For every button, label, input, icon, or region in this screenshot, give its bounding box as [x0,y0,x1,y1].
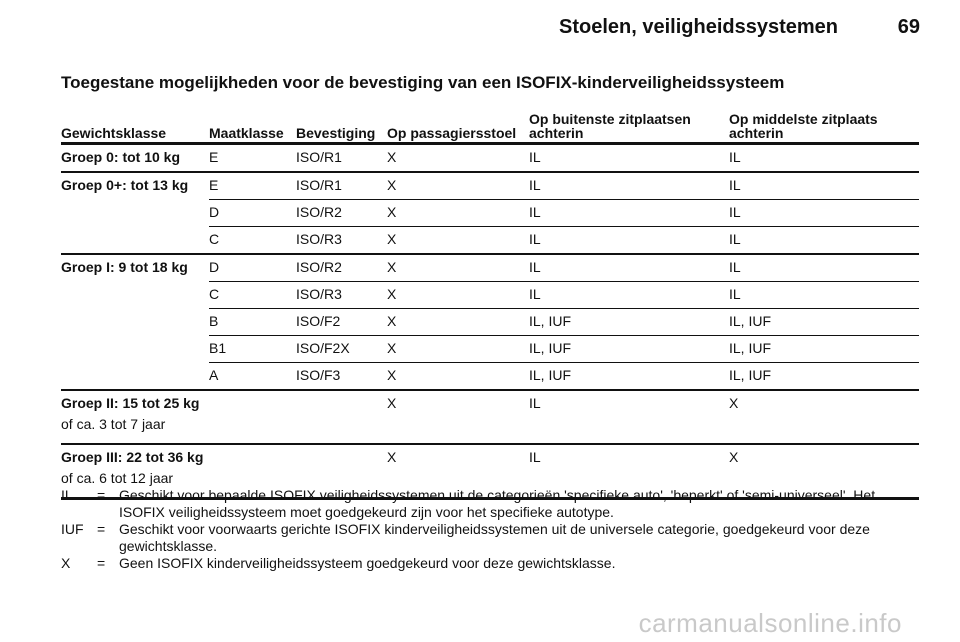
table-cell: X [387,144,529,173]
table-cell: ISO/F2X [296,336,387,363]
table-cell: X [387,363,529,391]
column-header: Gewichtsklasse [61,125,167,141]
legend-key: X [61,555,71,571]
table-cell: ISO/R1 [296,144,387,173]
legend-item [61,487,919,521]
group-sublabel: of ca. 3 tot 7 jaar [61,416,166,432]
table-row [61,390,919,444]
page-number: 69 [897,16,920,38]
legend-text: Geen ISOFIX kinderveiligheidssysteem goedgekeurd voor deze gewichtsklasse. [119,555,616,571]
page-header-title: Stoelen, veiligheidssystemen [559,16,838,38]
table-cell: X [387,390,529,444]
table-cell [296,390,387,444]
table-cell: IL [529,144,729,173]
column-header: Bevestiging [296,125,376,141]
table-cell: C [209,227,296,255]
table-cell: ISO/F2 [296,309,387,336]
legend [61,487,919,572]
table-cell: X [387,336,529,363]
column-header: Op passagiersstoel [387,125,517,141]
group-label: Groep 0: tot 10 kg [61,144,209,173]
table-header-row [61,104,919,144]
section-title: Toegestane mogelijkheden voor de bevestiging van een ISOFIX-kinderveiligheidssysteem [61,73,785,92]
table-cell: IL [529,227,729,255]
legend-equals: = [97,555,106,571]
legend-text: Geschikt voor bepaalde ISOFIX veiligheidssystemen uit de categorieën 'specifieke auto', 'beperkt' of 'semi-universeel'. Het ISOFIX veiligheidssysteem moet goedgekeurd zijn voor het specifieke autotype. [119,487,876,520]
legend-item [61,555,919,572]
table-cell: IL [529,172,729,200]
table-cell: X [729,390,919,444]
table-cell [209,390,296,444]
table-cell: X [387,227,529,255]
legend-key: IL [61,487,73,503]
legend-item [61,521,919,555]
legend-key: IUF [61,521,84,537]
table-cell: ISO/F3 [296,363,387,391]
group-label: Groep 0+: tot 13 kg [61,172,209,254]
table-cell: IL, IUF [529,363,729,391]
table-cell: X [387,172,529,200]
watermark: carmanualsonline.info [638,608,902,638]
table-cell: C [209,282,296,309]
table-cell: ISO/R3 [296,282,387,309]
table-cell: IL [729,282,919,309]
table-cell: D [209,254,296,282]
table-cell: IL, IUF [529,309,729,336]
table-cell: IL [529,390,729,444]
table-cell: IL [729,227,919,255]
group-sublabel: of ca. 6 tot 12 jaar [61,470,174,486]
table-cell: IL [529,200,729,227]
legend-equals: = [97,521,106,537]
table-cell: IL [729,172,919,200]
table-cell: IL [729,254,919,282]
table-cell: ISO/R2 [296,254,387,282]
table-cell: ISO/R3 [296,227,387,255]
table-cell: IL, IUF [729,309,919,336]
table-cell: ISO/R1 [296,172,387,200]
group-label: Groep II: 15 tot 25 kg of ca. 3 tot 7 jaar [61,390,209,444]
group-label: Groep I: 9 tot 18 kg [61,254,209,390]
table-cell: A [209,363,296,391]
table-cell: X [729,444,919,499]
table-cell: B1 [209,336,296,363]
table-cell: IL, IUF [729,363,919,391]
table-cell: IL [529,282,729,309]
table-cell: X [387,254,529,282]
column-header: Op buitenste zitplaatsen achterin [529,111,691,141]
table-cell: X [387,282,529,309]
table-cell: IL [529,444,729,499]
column-header: Op middelste zitplaats achterin [729,111,878,141]
table-cell: X [387,444,529,499]
table-cell: IL [729,200,919,227]
table-cell: B [209,309,296,336]
legend-text: Geschikt voor voorwaarts gerichte ISOFIX kinderveiligheidssystemen uit de universele categorie, goedgekeurd voor deze gewichtsklasse. [119,521,870,554]
table-cell: X [387,309,529,336]
legend-equals: = [97,487,106,503]
table-cell: E [209,144,296,173]
table-row [61,172,919,200]
table-row [61,144,919,173]
table-cell: E [209,172,296,200]
table-cell: ISO/R2 [296,200,387,227]
group-label: Groep III: 22 tot 36 kg of ca. 6 tot 12 jaar [61,444,209,499]
table-cell: X [387,200,529,227]
table-cell: IL, IUF [729,336,919,363]
column-header: Maatklasse [209,125,284,141]
table-cell: IL [729,144,919,173]
table-cell: IL [529,254,729,282]
table-cell: D [209,200,296,227]
isofix-table [61,104,919,500]
table-row [61,254,919,282]
table-cell: IL, IUF [529,336,729,363]
